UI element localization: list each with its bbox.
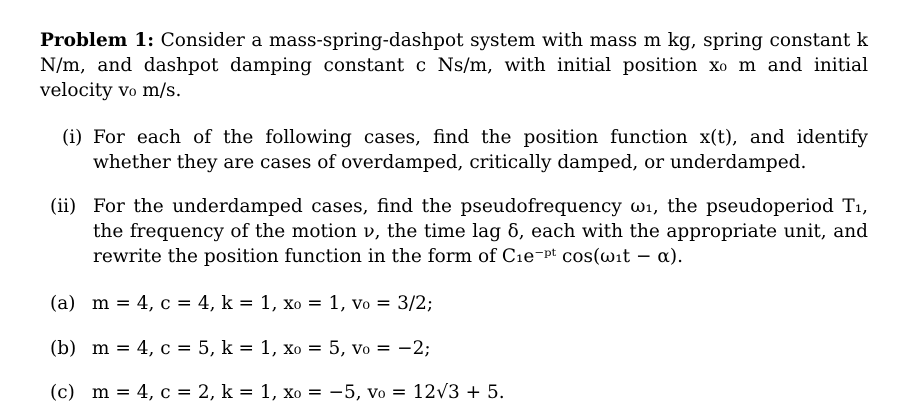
case-b-parameters: m = 4, c = 5, k = 1, x₀ = 5, v₀ = −2; xyxy=(91,338,431,359)
part-ii-marker: (ii) xyxy=(50,196,77,217)
case-c xyxy=(50,380,505,405)
part-ii-text: For the underdamped cases, find the pseudofrequency ω₁, the pseudoperiod T₁, the frequency of the motion ν, the time lag δ, each with the appropriate unit, and rewrite the position function in the form of C₁e⁻ᵖᵗ cos(ω₁t − α). xyxy=(93,196,868,267)
case-c-parameters: m = 4, c = 2, k = 1, x₀ = −5, v₀ = 12√3 + 5. xyxy=(91,382,505,403)
problem-statement xyxy=(40,28,868,103)
case-a-parameters: m = 4, c = 4, k = 1, x₀ = 1, v₀ = 3/2; xyxy=(91,293,434,314)
case-b xyxy=(50,336,431,361)
case-b-marker: (b) xyxy=(50,338,77,359)
case-c-marker: (c) xyxy=(50,382,75,403)
part-i-text: For each of the following cases, find the position function x(t), and identify whether they are cases of overdamped, critically damped, or underdamped. xyxy=(93,127,868,173)
case-a-marker: (a) xyxy=(50,293,76,314)
problem-text: Consider a mass-spring-dashpot system with mass m kg, spring constant k N/m, and dashpot damping constant c Ns/m, with initial position x₀ m and initial velocity v₀ m/s. xyxy=(40,30,868,101)
case-a xyxy=(50,291,433,316)
part-i-marker: (i) xyxy=(62,127,83,148)
problem-label: Problem 1: xyxy=(40,30,155,51)
